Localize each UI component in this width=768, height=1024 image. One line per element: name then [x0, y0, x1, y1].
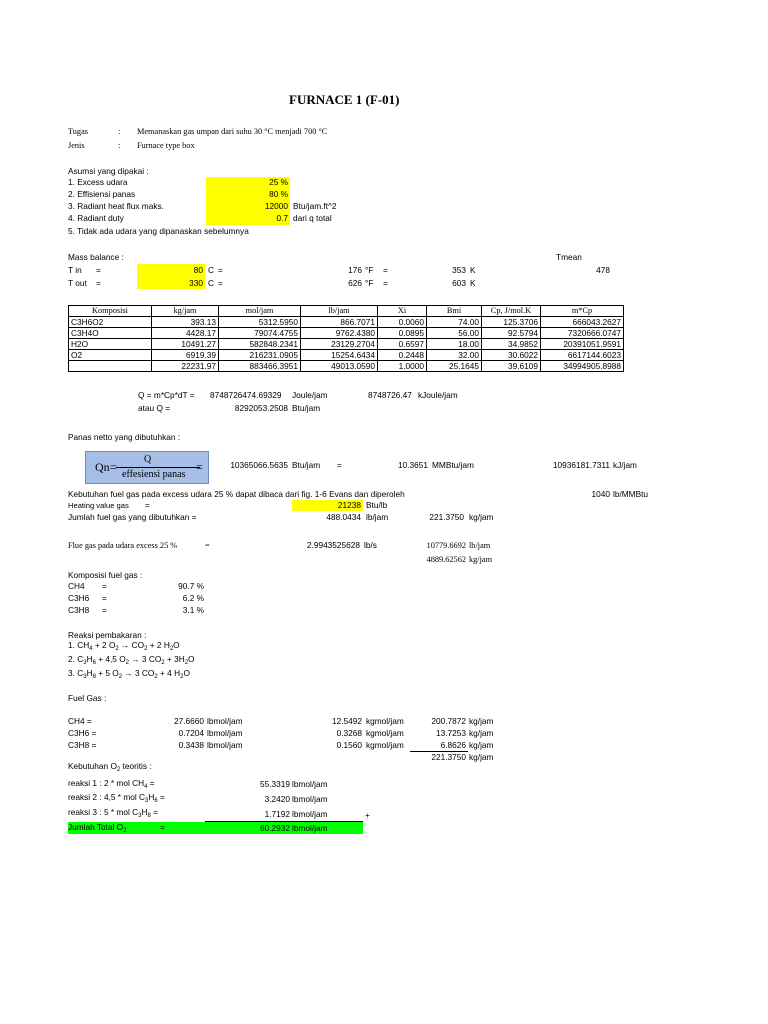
heating-value-label: Heating value gas [68, 501, 129, 510]
fuel-gas-kg-unit: kg/jam [469, 716, 494, 726]
jenis-value: Furnace type box [137, 141, 195, 150]
table-header-cell: mol/jam [219, 306, 301, 317]
atau-label: atau Q = [138, 403, 171, 413]
o2-reaksi-label: reaksi 3 : 5 * mol $C_3H_8$ = [68, 807, 158, 819]
tin-c-unit: C [208, 265, 214, 275]
tout-k-unit: K [470, 278, 476, 288]
table-cell: 5312.5950 [219, 317, 301, 328]
table-cell: 23129.2704 [301, 339, 378, 350]
o2-reaksi-label: reaksi 2 : 4,5 * mol $C_3H_6$ = [68, 792, 165, 804]
tin-k-unit: K [470, 265, 476, 275]
komposisi-label: C3H6 [68, 593, 90, 603]
tout-eq3: = [383, 278, 388, 288]
fuel-gas-kg: 6.8626 [440, 740, 466, 750]
table-cell: 74.00 [427, 317, 482, 328]
jumlah-fuel-lb-unit: lb/jam [366, 512, 389, 522]
o2-reaksi-label: reaksi 1 : 2 * mol $CH_4$ = [68, 778, 155, 790]
tin-label: T in [68, 265, 82, 275]
tin-eq3: = [383, 265, 388, 275]
reaksi-1: 1. $CH_4 + 2$ $O_2 \to CO_2 + 2$ $H_2O$ [68, 640, 180, 652]
table-cell: 25.1645 [427, 361, 482, 372]
table-cell: C3H6O2 [69, 317, 152, 328]
fuel-gas-kgmol-unit: kgmol/jam [366, 740, 404, 750]
tout-f-unit: °F [365, 278, 374, 288]
table-cell: 49013.0590 [301, 361, 378, 372]
qn-equals-2: = [196, 460, 203, 474]
table-cell: 10491.27 [152, 339, 219, 350]
qn-denominator: effesiensi panas [122, 469, 186, 480]
tin-k: 353 [452, 265, 466, 275]
o2-total-eq: = [160, 822, 165, 832]
table-cell: 34994905.8988 [541, 361, 624, 372]
asumsi-item-label: 2. Effisiensi panas [68, 189, 136, 199]
table-cell: 15254.6434 [301, 350, 378, 361]
q-joule-unit: Joule/jam [292, 390, 328, 400]
table-header-row [69, 306, 624, 317]
komposisi-eq: = [102, 593, 107, 603]
table-cell: H2O [69, 339, 152, 350]
flue-gas-label: Flue gas pada udara excess 25 % [68, 541, 178, 550]
asumsi-item-value: 80 % [269, 189, 288, 199]
flue-gas-lbjam-unit: lb/jam [469, 541, 491, 550]
table-cell: 1.0000 [378, 361, 427, 372]
komposisi-value: 90.7 % [178, 581, 204, 591]
table-cell: 125.3706 [482, 317, 541, 328]
fuel-gas-kgmol: 12.5492 [332, 716, 362, 726]
table-cell: 6919.39 [152, 350, 219, 361]
jenis-label: Jenis [68, 141, 85, 150]
table-row [69, 339, 624, 350]
table-cell: 56.00 [427, 328, 482, 339]
fuel-gas-lbmol-unit: lbmol/jam [207, 740, 243, 750]
table-cell: 34.9852 [482, 339, 541, 350]
table-header-cell: lb/jam [301, 306, 378, 317]
qn-btu-unit: Btu/jam [292, 460, 321, 470]
tmean-label: Tmean [556, 252, 582, 262]
table-header-cell: m*Cp [541, 306, 624, 317]
o2-reaksi-unit: lbmol/jam [292, 794, 328, 804]
table-header-cell: kg/jam [152, 306, 219, 317]
table-cell [69, 361, 152, 372]
fuel-gas-lbmol-unit: lbmol/jam [207, 728, 243, 738]
flue-gas-lbjam: 10779.6692 [426, 541, 466, 550]
fuel-gas-kg: 13.7253 [436, 728, 466, 738]
tout-f: 626 [348, 278, 362, 288]
heating-value-unit: Btu/lb [366, 500, 388, 510]
fuel-gas-kgmol: 0.1560 [336, 740, 362, 750]
q-joule: 8748726474.69329 [210, 390, 282, 400]
asumsi-item-unit: Btu/jam.ft^2 [293, 201, 337, 211]
tin-eq2: = [218, 265, 223, 275]
tin-eq: = [96, 265, 101, 275]
table-cell: 22231.97 [152, 361, 219, 372]
fraction-bar [116, 467, 200, 468]
o2-total-unit: lbmol/jam [292, 823, 328, 833]
table-header-cell: Xi [378, 306, 427, 317]
asumsi-item-value: 0.7 [276, 213, 288, 223]
heating-value-eq: = [145, 500, 150, 510]
qn-symbol: Qn [95, 460, 110, 474]
flue-gas-kgjam: 4889.62562 [426, 555, 466, 564]
panas-netto-heading: Panas netto yang dibutuhkan : [68, 432, 181, 442]
tin-c: 80 [193, 265, 203, 275]
fuel-gas-label: CH4 = [68, 716, 92, 726]
table-cell: 32.00 [427, 350, 482, 361]
asumsi-item-value: 12000 [264, 201, 288, 211]
flue-gas-eq: = [205, 541, 210, 550]
komposisi-value: 6.2 % [182, 593, 204, 603]
jumlah-fuel-kg: 221.3750 [429, 512, 464, 522]
komposisi-eq: = [102, 581, 107, 591]
reaksi-3: 3. $C_3H_8 + 5$ $O_2 \to 3$ $CO_2 + 4$ $H_2O$ [68, 668, 190, 680]
qn-formula [85, 451, 209, 484]
table-cell: 30.6022 [482, 350, 541, 361]
q-label: Q = m*Cp*dT = [138, 390, 195, 400]
table-cell: 20391051.9591 [541, 339, 624, 350]
fuel-gas-label: C3H6 = [68, 728, 97, 738]
fuel-gas-lbmol: 0.7204 [178, 728, 204, 738]
tin-f: 176 [348, 265, 362, 275]
table-cell: 39.6109 [482, 361, 541, 372]
mass-balance-heading: Mass balance : [68, 252, 124, 262]
table-cell: 216231.0905 [219, 350, 301, 361]
table-header-cell: Komposisi [69, 306, 152, 317]
fuel-gas-kg: 200.7872 [431, 716, 466, 726]
table-header-cell: Cp, J/mol.K [482, 306, 541, 317]
komposisi-label: CH4 [68, 581, 85, 591]
fuel-gas-lbmol: 0.3438 [178, 740, 204, 750]
table-cell: 866.7071 [301, 317, 378, 328]
fuel-gas-heading: Fuel Gas : [68, 693, 107, 703]
qn-kj: 10936181.7311 [552, 460, 610, 470]
fuel-gas-total-kg: 221.3750 [431, 752, 466, 762]
table-cell: 4428.17 [152, 328, 219, 339]
table-cell: O2 [69, 350, 152, 361]
flue-gas-kgjam-unit: kg/jam [469, 555, 493, 564]
table-cell: C3H4O [69, 328, 152, 339]
o2-reaksi-value: 1.7192 [264, 809, 290, 819]
tout-label: T out [68, 278, 87, 288]
table-cell: 0.0060 [378, 317, 427, 328]
fuel-gas-kg-unit: kg/jam [469, 740, 494, 750]
tugas-label: Tugas [68, 127, 88, 136]
kebutuhan-fuel-text: Kebutuhan fuel gas pada excess udara 25 % dapat dibaca dari fig. 1-6 Evans dan diperoleh [68, 489, 405, 499]
table-cell: 9762.4380 [301, 328, 378, 339]
table-cell: 92.5794 [482, 328, 541, 339]
tugas-value: Memanaskan gas umpan dari suhu 30 °C menjadi 700 °C [137, 127, 328, 136]
q-btu: 8292053.2508 [234, 403, 288, 413]
table-cell: 6617144.6023 [541, 350, 624, 361]
qn-mmbtu: 10.3651 [398, 460, 428, 470]
tout-c: 330 [189, 278, 203, 288]
o2-reaksi-unit: lbmol/jam [292, 809, 328, 819]
asumsi-item-label: 1. Excess udara [68, 177, 128, 187]
heating-value: 21238 [337, 500, 361, 510]
asumsi-item-label: 5. Tidak ada udara yang dipanaskan sebelumnya [68, 226, 249, 236]
tin-f-unit: °F [365, 265, 374, 275]
tout-k: 603 [452, 278, 466, 288]
tugas-colon: : [118, 127, 121, 136]
reaksi-heading: Reaksi pembakaran : [68, 630, 147, 640]
jumlah-fuel-lb: 488.0434 [326, 512, 361, 522]
table-cell: 0.6597 [378, 339, 427, 350]
table-header-cell: Bmi [427, 306, 482, 317]
flue-gas-lbs: 2.9943525628 [306, 540, 360, 550]
komposisi-value: 3.1 % [182, 605, 204, 615]
jumlah-fuel-label: Jumlah fuel gas yang dibutuhkan = [68, 512, 197, 522]
table-cell: 0.0895 [378, 328, 427, 339]
komposisi-label: C3H8 [68, 605, 90, 615]
fuel-gas-kgmol-unit: kgmol/jam [366, 716, 404, 726]
qn-eq: = [337, 460, 342, 470]
table-cell: 0.2448 [378, 350, 427, 361]
o2-reaksi-value: 3.2420 [264, 794, 290, 804]
fuel-gas-kg-unit: kg/jam [469, 728, 494, 738]
table-cell: 666043.2627 [541, 317, 624, 328]
o2-total-label: Jumlah Total $O_2$ [68, 822, 127, 834]
tout-eq: = [96, 278, 101, 288]
q-btu-unit: Btu/jam [292, 403, 321, 413]
o2-total-value: 60.2932 [260, 823, 290, 833]
fuel-gas-lbmol: 27.6660 [174, 716, 204, 726]
o2-reaksi-value: 55.3319 [260, 779, 290, 789]
table-row [69, 317, 624, 328]
table-cell: 582848.2341 [219, 339, 301, 350]
q-kjoule-unit: kJoule/jam [418, 390, 458, 400]
kebutuhan-fuel-unit: lb/MMBtu [613, 489, 649, 499]
asumsi-item-unit: dari q total [293, 213, 332, 223]
jenis-colon: : [118, 141, 121, 150]
reaksi-2: 2. $C_3H_6 + 4,5$ $O_2 \to 3$ $CO_2 + 3H_2O$ [68, 654, 195, 666]
table-total-row [69, 361, 624, 372]
table-cell: 7320666.0747 [541, 328, 624, 339]
komposisi-heading: Komposisi fuel gas : [68, 570, 143, 580]
qn-kj-unit: kJ/jam [613, 460, 637, 470]
table-cell: 393.13 [152, 317, 219, 328]
kebutuhan-fuel-value: 1040 [591, 489, 610, 499]
o2-heading: Kebutuhan $O_2$ teoritis : [68, 761, 152, 773]
qn-mmbtu-unit: MMBtu/jam [432, 460, 474, 470]
jumlah-fuel-kg-unit: kg/jam [469, 512, 494, 522]
table-cell: 883466.3951 [219, 361, 301, 372]
qn-equals: = [110, 460, 117, 474]
fuel-gas-label: C3H8 = [68, 740, 97, 750]
fuel-gas-kgmol: 0.3268 [336, 728, 362, 738]
table-row [69, 328, 624, 339]
fuel-gas-total-kg-unit: kg/jam [469, 752, 494, 762]
table-cell: 79074.4755 [219, 328, 301, 339]
tmean-value: 478 [596, 265, 610, 275]
asumsi-item-value: 25 % [269, 177, 288, 187]
composition-table [68, 305, 624, 372]
table-row [69, 350, 624, 361]
tout-eq2: = [218, 278, 223, 288]
page-title: FURNACE 1 (F-01) [289, 92, 400, 107]
fuel-gas-kgmol-unit: kgmol/jam [366, 728, 404, 738]
tout-c-unit: C [208, 278, 214, 288]
qn-numerator: Q [144, 454, 152, 465]
fuel-gas-lbmol-unit: lbmol/jam [207, 716, 243, 726]
qn-btu: 10365066.5635 [230, 460, 288, 470]
sum-plus: + [365, 810, 370, 820]
asumsi-item-label: 3. Radiant heat flux maks. [68, 201, 164, 211]
q-kjoule: 8748726.47 [368, 390, 412, 400]
asumsi-heading: Asumsi yang dipakai : [68, 166, 149, 176]
komposisi-eq: = [102, 605, 107, 615]
o2-reaksi-unit: lbmol/jam [292, 779, 328, 789]
asumsi-item-label: 4. Radiant duty [68, 213, 124, 223]
flue-gas-lbs-unit: lb/s [364, 540, 377, 550]
table-cell: 18.00 [427, 339, 482, 350]
